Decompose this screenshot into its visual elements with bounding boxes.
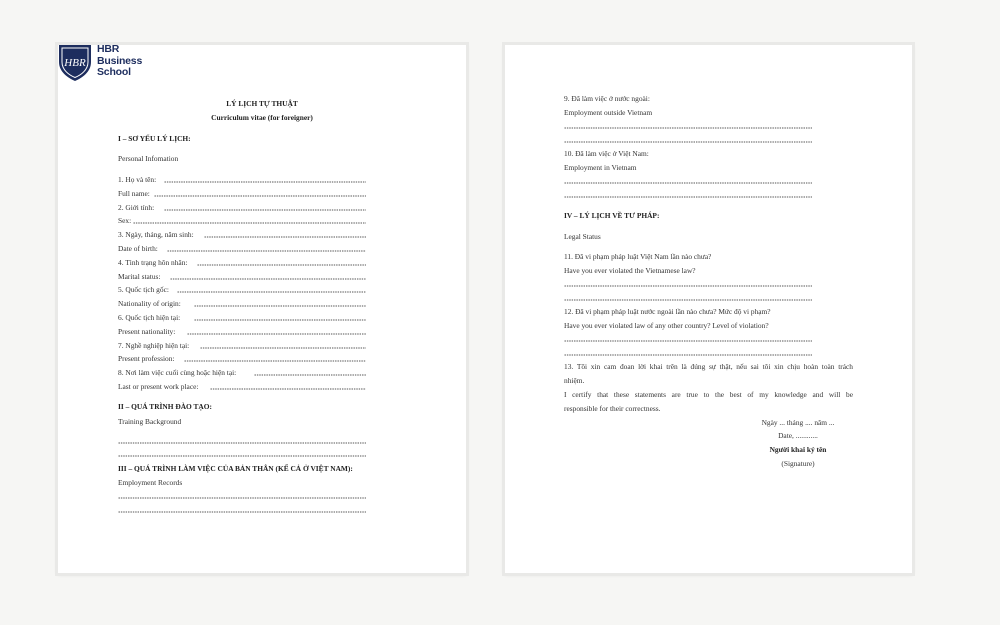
field-2-fill-line-vi <box>164 209 366 211</box>
field-4-label-vi: 4. Tình trạng hôn nhân: <box>118 257 188 267</box>
field-8-label-vi: 8. Nơi làm việc cuối cùng hoặc hiện tại: <box>118 368 237 378</box>
q13-vi-line-1: 13. Tôi xin cam đoan lời khai trên là đúng sự thật, nếu sai tôi xin chịu hoàn toàn trách <box>564 362 853 371</box>
document-page-1 <box>58 45 466 573</box>
shield-logo-icon <box>56 42 94 82</box>
field-1-label-en: Full name: <box>118 188 150 198</box>
q11-en: Have you ever violated the Vietnamese law? <box>564 266 696 275</box>
field-5-label-vi: 5. Quốc tịch gốc: <box>118 285 169 295</box>
field-7-fill-line-en <box>184 360 366 362</box>
q9-line-2 <box>564 141 812 143</box>
field-7-label-en: Present profession: <box>118 354 175 364</box>
field-4-fill-line-en <box>170 278 366 280</box>
q10-line-2 <box>564 196 812 198</box>
title-vi: LÝ LỊCH TỰ THUẬT <box>226 99 298 108</box>
section-4-title: IV – LÝ LỊCH VỀ TƯ PHÁP: <box>564 211 660 220</box>
section-2-subtitle: Training Background <box>118 417 182 426</box>
field-2-label-vi: 2. Giới tính: <box>118 202 155 212</box>
q12-vi: 12. Đã vi phạm pháp luật nước ngoài lần nào chưa? Mức độ vi phạm? <box>564 307 771 316</box>
field-7-label-vi: 7. Nghề nghiệp hiện tại: <box>118 340 190 350</box>
q12-en: Have you ever violated law of any other country? Level of violation? <box>564 321 769 330</box>
hbr-logo <box>56 42 166 84</box>
logo-line-1: HBR <box>97 43 120 55</box>
field-1-fill-line-en <box>154 195 367 197</box>
date-en: Date, ............ <box>778 431 818 440</box>
q12-line-2 <box>564 354 812 356</box>
field-3-fill-line-vi <box>204 236 366 238</box>
field-7-fill-line-vi <box>200 347 366 349</box>
field-3-fill-line-en <box>167 250 366 252</box>
q11-line-2 <box>564 299 812 301</box>
field-5-fill-line-en <box>194 305 366 307</box>
q10-vi: 10. Đã làm việc ở Việt Nam: <box>564 149 649 158</box>
field-4-fill-line-vi <box>197 264 366 266</box>
signature-label-en: (Signature) <box>781 459 815 468</box>
section-3-subtitle: Employment Records <box>118 478 183 487</box>
field-1-label-vi: 1. Họ và tên: <box>118 175 157 184</box>
logo-monogram: HBR <box>64 57 86 69</box>
field-6-fill-line-vi <box>194 319 366 321</box>
field-3-label-vi: 3. Ngày, tháng, năm sinh: <box>118 230 194 240</box>
q10-line-1 <box>564 182 812 184</box>
field-6-fill-line-en <box>187 333 366 335</box>
section-3-title: III – QUÁ TRÌNH LÀM VIỆC CỦA BẢN THÂN (KỂ CẢ Ở VIỆT NAM): <box>118 464 353 473</box>
field-1-fill-line-vi <box>164 181 366 183</box>
q9-vi: 9. Đã làm việc ở nước ngoài: <box>564 94 650 103</box>
q9-line-1 <box>564 127 812 129</box>
date-vi: Ngày ... tháng .... năm ... <box>761 418 835 427</box>
q11-vi: 11. Đã vi phạm pháp luật Việt Nam lần nào chưa? <box>564 252 712 261</box>
field-5-label-en: Nationality of origin: <box>118 299 181 309</box>
field-4-label-en: Marital status: <box>118 271 161 281</box>
training-line-1 <box>118 442 366 444</box>
field-8-fill-line-en <box>210 388 366 390</box>
field-6-label-en: Present nationality: <box>118 326 176 336</box>
field-6-label-vi: 6. Quốc tịch hiện tại: <box>118 313 181 322</box>
q9-en: Employment outside Vietnam <box>564 108 653 117</box>
field-2-fill-line-en <box>133 222 366 224</box>
field-2-label-en: Sex: <box>118 216 132 226</box>
employment-line-1 <box>118 497 366 499</box>
training-line-2 <box>118 455 366 457</box>
q13-en-line-1: I certify that these statements are true to the best of my knowledge and will be <box>564 390 853 399</box>
section-4-subtitle: Legal Status <box>564 232 601 241</box>
field-5-fill-line-vi <box>177 291 366 293</box>
logo-line-2: Business <box>97 54 143 67</box>
title-en: Curriculum vitae (for foreigner) <box>211 113 313 122</box>
field-3-label-en: Date of birth: <box>118 244 158 253</box>
section-2-title: II – QUÁ TRÌNH ĐÀO TẠO: <box>118 402 212 411</box>
q13-en-line-2: responsible for their correctness. <box>564 404 661 413</box>
logo-line-3: School <box>97 66 131 78</box>
q10-en: Employment in Vietnam <box>564 163 637 172</box>
section-1-title: I – SƠ YẾU LÝ LỊCH: <box>118 134 191 143</box>
section-1-subtitle: Personal Infomation <box>118 154 179 163</box>
q11-line-1 <box>564 285 812 287</box>
q12-line-1 <box>564 340 812 342</box>
logo-wordmark <box>97 44 142 79</box>
employment-line-2 <box>118 511 366 513</box>
field-8-label-en: Last or present work place: <box>118 382 199 391</box>
signature-label-vi: Người khai ký tên <box>769 445 827 454</box>
q13-vi-line-2: nhiệm. <box>564 376 585 385</box>
field-8-fill-line-vi <box>254 374 366 376</box>
